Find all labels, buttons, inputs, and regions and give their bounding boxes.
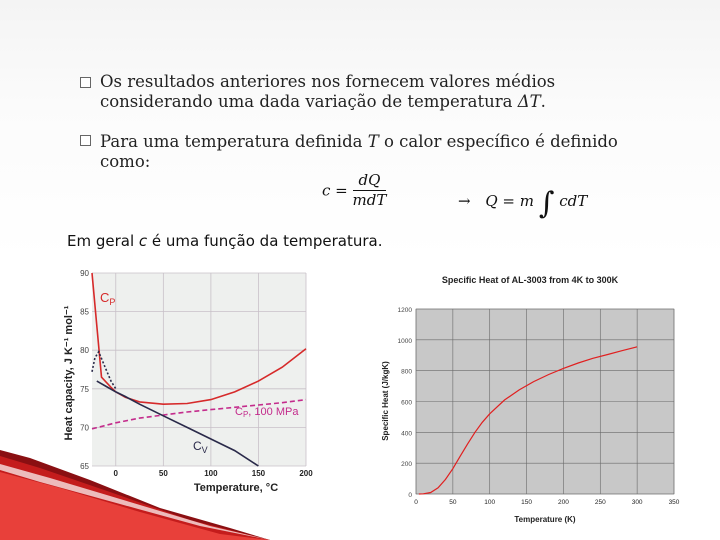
text-span: o calor específico é definido [378, 132, 618, 151]
y-tick-label: 1000 [397, 337, 412, 345]
label-main: C [100, 290, 110, 305]
paragraph-line: Os resultados anteriores nos fornecem valores médios [100, 72, 556, 91]
y-tick-label: 80 [80, 346, 89, 356]
fraction [353, 172, 387, 209]
x-tick-label: 0 [414, 499, 418, 506]
text-span: é uma função da temperatura. [147, 232, 383, 250]
paragraph-line [100, 92, 555, 112]
x-axis-label: Temperature (K) [514, 515, 576, 524]
y-tick-label: 70 [80, 423, 89, 433]
text-span: considerando uma dada variação de temperatura [100, 92, 518, 111]
y-tick-labels [80, 269, 89, 471]
text-span: . [540, 92, 546, 111]
x-tick-label: 200 [557, 499, 569, 506]
decorative-red-swoosh [0, 450, 270, 540]
x-axis-label: Temperature, °C [193, 482, 279, 494]
y-axis-label: Specific Heat (J/kgK) [381, 361, 390, 441]
delta-t-symbol: ΔT [517, 92, 541, 111]
x-tick-label: 150 [521, 499, 533, 506]
y-tick-label: 200 [401, 461, 412, 469]
y-tick-label: 600 [401, 399, 412, 407]
y-tick-label: 0 [408, 492, 412, 499]
formula-lhs: c = [322, 181, 348, 200]
x-tick-label: 100 [484, 499, 496, 506]
x-tick-label: 250 [594, 499, 606, 506]
specific-heat-formula [322, 172, 386, 209]
fraction-numerator: dQ [358, 171, 381, 189]
y-tick-label: 400 [401, 430, 412, 438]
text-span: Para uma temperatura definida [100, 132, 368, 151]
label-sub: V [201, 445, 208, 455]
y-tick-label: 90 [80, 269, 89, 278]
x-tick-label: 150 [251, 469, 266, 478]
y-tick-label: 75 [80, 384, 89, 394]
paragraph-line [100, 132, 618, 152]
y-tick-label: 65 [80, 462, 89, 471]
specific-heat-al3003-chart [376, 271, 684, 526]
paragraph-definition [100, 132, 618, 172]
bullet-icon [80, 135, 91, 146]
formula-rhs: Q = m [485, 192, 534, 210]
integral-icon: ∫ [538, 186, 555, 221]
arrow-symbol: → [458, 192, 471, 210]
plot-area [92, 273, 306, 466]
y-axis-label: Heat capacity, J K⁻¹ mol⁻¹ [63, 305, 75, 441]
x-tick-label: 0 [113, 469, 119, 478]
label-main: C [235, 406, 243, 418]
slide-background [0, 0, 720, 260]
x-tick-label: 50 [158, 469, 168, 478]
y-tick-label: 85 [80, 307, 89, 317]
integral-formula [458, 186, 587, 221]
chart-title: Specific Heat of AL-3003 from 4K to 300K [441, 275, 619, 285]
label-sub: P [242, 410, 249, 419]
x-tick-label: 100 [204, 469, 218, 478]
label-suffix: , 100 MPa [248, 406, 299, 418]
y-tick-label: 800 [401, 368, 412, 376]
x-tick-label: 50 [449, 499, 457, 506]
label-main: C [193, 439, 202, 453]
x-tick-label: 200 [299, 469, 313, 478]
x-tick-label: 350 [668, 499, 680, 506]
label-sub: P [109, 297, 116, 307]
fraction-denominator: mdT [352, 191, 387, 209]
t-symbol: T [367, 132, 379, 151]
formula-integrand: cdT [559, 192, 588, 210]
general-statement [67, 232, 383, 250]
c-symbol: c [138, 232, 148, 250]
paragraph-line: como: [100, 152, 151, 171]
text-span: Em geral [67, 232, 139, 250]
x-tick-label: 300 [631, 499, 643, 506]
y-tick-label: 1200 [397, 307, 412, 314]
paragraph-average-values [100, 72, 555, 112]
bullet-icon [80, 77, 91, 88]
